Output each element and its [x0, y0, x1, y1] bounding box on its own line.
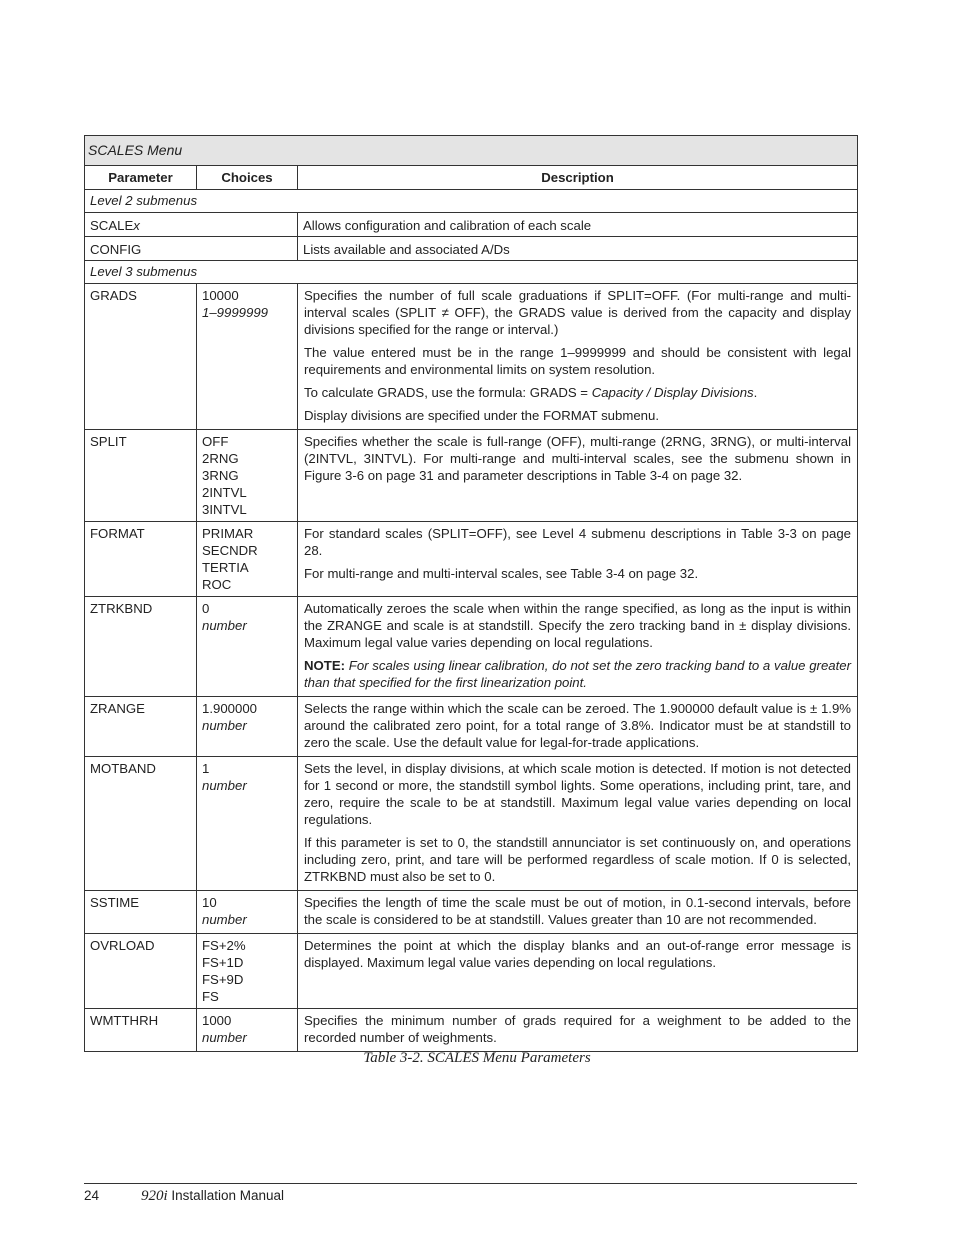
manual-title: Installation Manual [167, 1188, 284, 1203]
param-grads: GRADS [85, 284, 197, 430]
choices-ztrkbnd: 0 number [197, 597, 298, 697]
scales-menu-table [84, 135, 858, 1052]
table-row [85, 237, 858, 261]
desc-sstime: Specifies the length of time the scale must be out of motion, in 0.1-second intervals, before the scale is considered to be at standstill. Values greater than 10 are not recommended. [298, 891, 858, 934]
table-row [85, 934, 858, 1009]
table-row [85, 213, 858, 237]
choices-motband: 1 number [197, 757, 298, 891]
table-caption: Table 3-2. SCALES Menu Parameters [363, 1050, 591, 1066]
param-split: SPLIT [85, 430, 197, 522]
header-choices: Choices [197, 166, 298, 190]
desc-scalex: Allows configuration and calibration of each scale [298, 213, 858, 237]
table-row [85, 597, 858, 697]
param-format: FORMAT [85, 522, 197, 597]
table-title: SCALES Menu [85, 136, 858, 166]
choices-wmtthrh: 1000 number [197, 1009, 298, 1052]
level2-label-row [85, 190, 858, 213]
desc-format: For standard scales (SPLIT=OFF), see Level 4 submenu descriptions in Table 3-3 on page 28. For multi-range and multi-interval scales, see Table 3-4 on page 32. [298, 522, 858, 597]
param-scalex: SCALEx [85, 213, 298, 237]
level2-label: Level 2 submenus [85, 190, 858, 213]
footer-divider [84, 1183, 857, 1184]
note-label: NOTE: [304, 658, 346, 673]
desc-ztrkbnd: Automatically zeroes the scale when within the range specified, as long as the input is within the ZRANGE and scale is at standstill. Specify the zero tracking band in ± display divisions. Maximum legal value varies depending on local regulations. NOTE: For scales using linear calibration, do not set the zero tracking band to a value greater than that specified for the first linearization point. [298, 597, 858, 697]
table-title-row [85, 136, 858, 166]
table-row [85, 757, 858, 891]
desc-split: Specifies whether the scale is full-range (OFF), multi-range (2RNG, 3RNG), or multi-interval (2INTVL, 3INTVL). For multi-range and multi-interval scales, see the submenu shown in Figure 3-6 on page 31 and parameter descriptions in Table 3-4 on page 32. [298, 430, 858, 522]
table-header-row [85, 166, 858, 190]
table-row [85, 891, 858, 934]
table-row [85, 430, 858, 522]
desc-config: Lists available and associated A/Ds [298, 237, 858, 261]
param-sstime: SSTIME [85, 891, 197, 934]
choices-format: PRIMAR SECNDR TERTIA ROC [197, 522, 298, 597]
manual-model: 920i [141, 1188, 168, 1204]
table-row [85, 284, 858, 430]
choices-grads: 10000 1–9999999 [197, 284, 298, 430]
param-ovrload: OVRLOAD [85, 934, 197, 1009]
level3-label-row [85, 261, 858, 284]
param-config: CONFIG [85, 237, 298, 261]
choices-split: OFF 2RNG 3RNG 2INTVL 3INTVL [197, 430, 298, 522]
header-description: Description [298, 166, 858, 190]
table-row [85, 697, 858, 757]
param-ztrkbnd: ZTRKBND [85, 597, 197, 697]
param-suffix: x [133, 218, 140, 233]
desc-wmtthrh: Specifies the minimum number of grads required for a weighment to be added to the recorded number of weighments. [298, 1009, 858, 1052]
desc-zrange: Selects the range within which the scale can be zeroed. The 1.900000 default value is ± 1.9% around the calibrated zero point, for a total range of 3.8%. Indicator must be at standstill to zero the scale. Use the default value for legal-for-trade applications. [298, 697, 858, 757]
page-number: 24 [84, 1188, 100, 1203]
header-parameter: Parameter [85, 166, 197, 190]
table-row [85, 522, 858, 597]
choices-ovrload: FS+2% FS+1D FS+9D FS [197, 934, 298, 1009]
note [304, 657, 851, 691]
table-row [85, 1009, 858, 1052]
note-text: For scales using linear calibration, do not set the zero tracking band to a value greater than that specified for the first linearization point. [304, 658, 852, 690]
page-footer [84, 1188, 284, 1205]
choices-sstime: 10 number [197, 891, 298, 934]
desc-motband: Sets the level, in display divisions, at which scale motion is detected. If motion is not detected for 1 second or more, the standstill symbol lights. Some operations, including print, tare, and zero, require the scale to be at standstill. Maximum legal value varies depending on local regulations. If this parameter is set to 0, the standstill annunciator is set continuously on, and operations including zero, print, and tare will be performed regardless of scale motion. If 0 is selected, ZTRKBND must also be set to 0. [298, 757, 858, 891]
param-motband: MOTBAND [85, 757, 197, 891]
grads-formula: Capacity / Display Divisions [591, 385, 754, 400]
choices-zrange: 1.900000 number [197, 697, 298, 757]
desc-ovrload: Determines the point at which the display blanks and an out-of-range error message is displayed. Maximum legal value varies depending on local regulations. [298, 934, 858, 1009]
param-wmtthrh: WMTTHRH [85, 1009, 197, 1052]
desc-grads: Specifies the number of full scale graduations if SPLIT=OFF. (For multi-range and multi-interval scales (SPLIT ≠ OFF), the GRADS value is derived from the capacity and display divisions specified for the range or interval.) The value entered must be in the range 1–9999999 and should be consistent with legal requirements and environmental limits on system resolution. To calculate GRADS, use the formula: GRADS = Capacity / Display Divisions. Display divisions are specified under the FORMAT submenu. [298, 284, 858, 430]
level3-label: Level 3 submenus [85, 261, 858, 284]
param-zrange: ZRANGE [85, 697, 197, 757]
